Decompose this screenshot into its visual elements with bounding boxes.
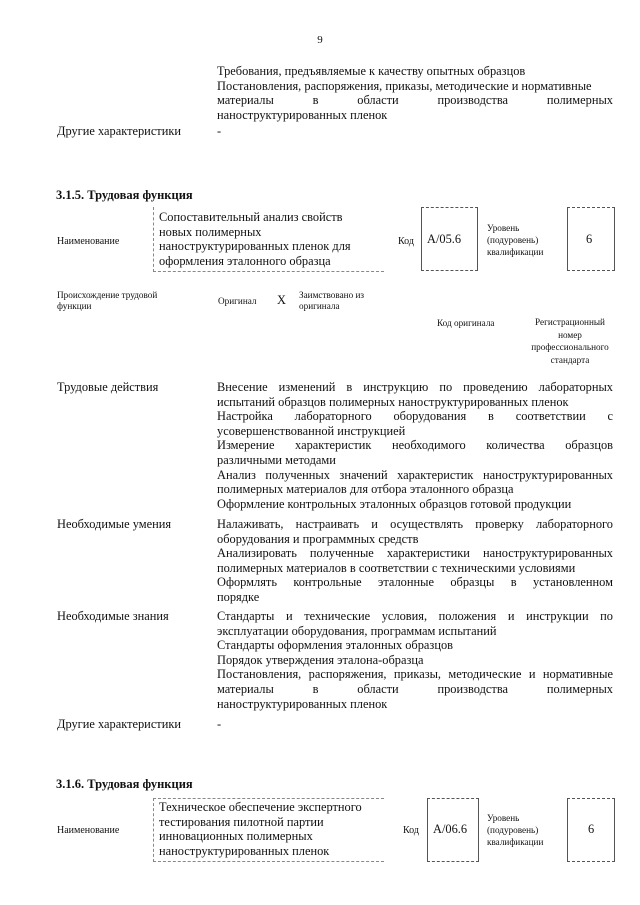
code-value: А/06.6 [433,822,468,836]
level-line: (подуровень) [487,825,539,835]
code-value: А/05.6 [427,232,462,246]
action-line: Настройка лабораторного оборудования в соответствии с [217,409,613,424]
skill-line: полимерных материалов в соответствии с техническими условиями [217,560,576,575]
other-characteristics-label: Другие характеристики [57,717,182,731]
level-label [487,222,543,258]
action-line: Внесение изменений в инструкцию по проведению лабораторных [217,380,613,394]
action-line: усовершенствованной инструкцией [217,423,406,438]
page-number: 9 [317,34,323,46]
skill-line: порядке [217,589,260,604]
action-line: полимерных материалов для отбора эталонного образца [217,482,514,497]
knowledge-line: Порядок утверждения эталона-образца [217,652,424,667]
level-line: квалификации [487,837,544,847]
level-line: (подуровень) [487,235,539,245]
section-heading-3-1-5: 3.1.5. Трудовая функция [56,188,193,202]
knowledge-list [217,609,613,711]
origin-line: Происхождение трудовой [57,290,158,300]
labor-actions-label: Трудовые действия [57,380,159,394]
level-value: 6 [586,232,593,246]
text-line: Требования, предъявляемые к качеству опытных образцов [217,64,526,78]
text-line: Постановления, распоряжения, приказы, методические и нормативные [217,78,592,93]
action-line: различными методами [217,452,336,467]
name-line: Техническое обеспечение экспертного [159,800,362,814]
action-line: испытаний образцов полимерных наноструктурированных пленок [217,394,569,409]
name-label: Наименование [57,825,120,836]
level-value: 6 [588,822,595,836]
knowledge-line: Стандарты оформления эталонных образцов [217,638,453,653]
original-mark: X [277,293,286,307]
action-line: Измерение характеристик необходимого количества образцов [217,438,613,453]
skill-line: Налаживать, настраивать и осуществлять проверку лабораторного [217,517,613,531]
action-line: Оформление контрольных эталонных образцов готовой продукции [217,496,572,511]
function-name [159,210,351,268]
original-label: Оригинал [218,296,257,306]
level-line: Уровень [487,813,520,823]
knowledge-line: наноструктурированных пленок [217,696,388,711]
name-line: тестирования пилотной партии [159,814,324,829]
reg-line: Регистрационный [535,317,605,327]
text-line: наноструктурированных пленок [217,107,388,122]
code-label: Код [398,236,414,247]
knowledge-line: материалы в области производства полимерных [217,681,613,696]
name-line: Сопоставительный анализ свойств [159,210,343,224]
reg-line: профессионального [531,342,609,352]
skill-line: Анализировать полученные характеристики наноструктурированных [217,546,613,561]
borrowed-label [299,290,364,312]
name-line: инновационных полимерных [159,829,313,844]
code-label: Код [403,825,419,836]
registration-number-label [520,316,620,366]
other-characteristics-value: - [217,717,222,731]
origin-label [57,290,157,312]
other-characteristics-label: Другие характеристики [57,124,182,138]
top-requirements-block [217,64,613,122]
name-line: оформления эталонного образца [159,253,331,268]
knowledge-line: Постановления, распоряжения, приказы, методические и нормативные [217,667,613,682]
level-line: Уровень [487,223,520,233]
name-label: Наименование [57,236,120,247]
reg-line: стандарта [550,354,590,365]
name-line: новых полимерных [159,224,262,239]
level-label [487,812,543,848]
reg-line: номер [558,329,582,340]
knowledge-line: эксплуатации оборудования, программам испытаний [217,623,497,638]
borrowed-line: Заимствовано из [299,290,365,300]
section-heading-3-1-6: 3.1.6. Трудовая функция [56,777,193,791]
knowledge-label: Необходимые знания [57,609,169,623]
skills-label: Необходимые умения [57,517,172,531]
borrowed-line: оригинала [299,301,340,311]
knowledge-line: Стандарты и технические условия, положения и инструкции по [217,609,613,623]
skill-line: Оформлять контрольные эталонные образцы в установленном [217,575,613,590]
other-characteristics-value: - [217,124,222,138]
origin-line: функции [57,301,92,311]
code-original-label: Код оригинала [437,318,495,328]
name-line: наноструктурированных пленок [159,843,330,858]
level-line: квалификации [487,247,544,257]
skills-list [217,517,613,605]
action-line: Анализ полученных значений характеристик наноструктурированных [217,467,613,482]
text-line: материалы в области производства полимерных [217,93,613,108]
function-name [159,800,362,858]
skill-line: оборудования и программных средств [217,531,419,546]
labor-actions-list [217,380,613,511]
name-line: наноструктурированных пленок для [159,239,351,254]
